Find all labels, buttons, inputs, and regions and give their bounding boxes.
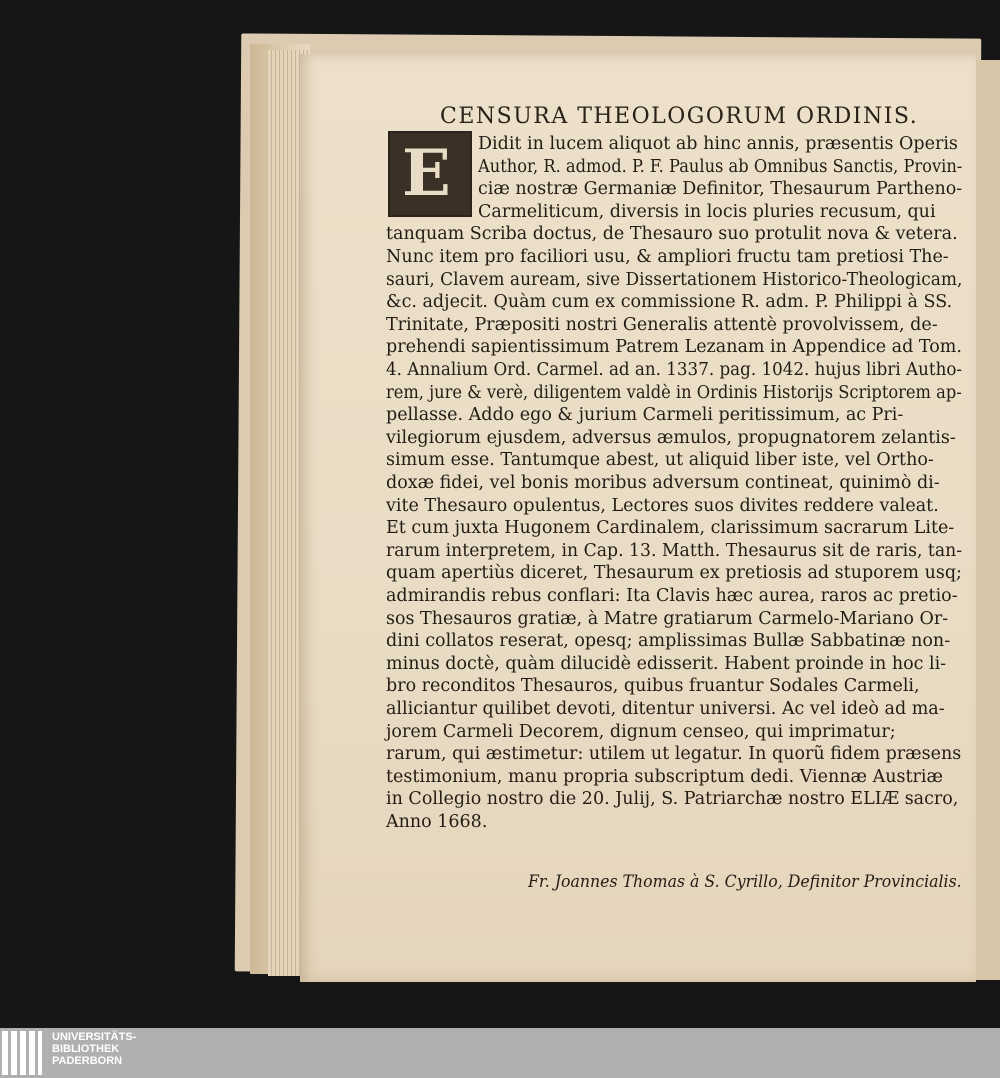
text-line: Anno 1668. <box>386 812 488 832</box>
text-line: sos Thesauros gratiæ, à Matre gratiarum Carmelo-Mariano Or- <box>386 608 949 629</box>
text-line: vilegiorum ejusdem, adversus æmulos, propugnatorem zelantis- <box>386 427 956 448</box>
text-line: rem, jure & verè, diligentem valdè in Ordinis Historijs Scriptorem ap- <box>386 382 962 403</box>
library-logo-text <box>52 1031 136 1067</box>
text-line: Carmeliticum, diversis in locis pluries recusum, qui <box>478 201 936 222</box>
text-line: Author, R. admod. P. F. Paulus ab Omnibus Sanctis, Provin- <box>478 156 963 177</box>
logo-line: BIBLIOTHEK <box>52 1043 120 1055</box>
text-line: minus doctè, quàm dilucidè edisserit. Habent proinde in hoc li- <box>386 653 947 674</box>
text-line: &c. adjecit. Quàm cum ex commissione R. adm. P. Philippi à SS. <box>386 292 953 313</box>
text-line: quam apertiùs diceret, Thesaurum ex pretiosis ad stuporem usq; <box>386 563 962 584</box>
text-line: in Collegio nostro die 20. Julij, S. Patriarchæ nostro ELIÆ sacro, <box>386 789 959 810</box>
library-logo-icon <box>2 1031 46 1075</box>
text-line: vite Thesauro opulentus, Lectores suos divites reddere valeat. <box>386 495 939 516</box>
logo-line: PADERBORN <box>52 1055 123 1067</box>
text-line: testimonium, manu propria subscriptum dedi. Viennæ Austriæ <box>386 766 943 787</box>
initial-letter: E <box>402 136 451 211</box>
logo-line: UNIVERSITÄTS- <box>52 1031 137 1043</box>
text-line: rarum interpretem, in Cap. 13. Matth. Thesaurus sit de raris, tan- <box>386 540 963 561</box>
text-line: 4. Annalium Ord. Carmel. ad an. 1337. pag. 1042. hujus libri Autho- <box>386 360 963 380</box>
text-line: Didit in lucem aliquot ab hinc annis, præsentis Operis <box>478 134 958 154</box>
text-line: rarum, qui æstimetur: utilem ut legatur. In quorũ fidem præsens <box>386 744 962 765</box>
text-line: dini collatos reserat, opesq; amplissimas Bullæ Sabbatinæ non- <box>386 631 951 652</box>
text-line: Et cum juxta Hugonem Cardinalem, clarissimum sacrarum Lite- <box>386 518 955 539</box>
footer-bar <box>0 1028 1000 1078</box>
text-line: Trinitate, Præpositi nostri Generalis attentè provolvissem, de- <box>386 314 938 335</box>
text-line: doxæ fidei, vel bonis moribus adversum contineat, quinimò di- <box>386 473 940 493</box>
text-line: jorem Carmeli Decorem, dignum censeo, qui imprimatur; <box>386 721 896 742</box>
text-line: Nunc item pro faciliori usu, & ampliori fructu tam pretiosi The- <box>386 247 949 267</box>
decorated-initial <box>388 131 472 217</box>
text-line: ciæ nostræ Germaniæ Definitor, Thesaurum Partheno- <box>478 179 963 200</box>
page-title: CENSURA THEOLOGORUM ORDINIS. <box>440 104 919 129</box>
text-line: tanquam Scriba doctus, de Thesauro suo protulit nova & vetera. <box>386 224 958 245</box>
text-line: admirandis rebus conflari: Ita Clavis hæc aurea, raros ac pretio- <box>386 586 958 606</box>
text-line: alliciantur quilibet devoti, ditentur universi. Ac vel ideò ad ma- <box>386 699 945 719</box>
text-line: simum esse. Tantumque abest, ut aliquid liber iste, vel Ortho- <box>386 450 934 471</box>
text-line: bro reconditos Thesauros, quibus fruantur Sodales Carmeli, <box>386 676 920 697</box>
text-line: prehendi sapientissimum Patrem Lezanam in Appendice ad Tom. <box>386 337 962 358</box>
text-line: pellasse. Addo ego & jurium Carmeli peritissimum, ac Pri- <box>386 405 904 426</box>
signature-line: Fr. Joannes Thomas à S. Cyrillo, Definitor Provincialis. <box>528 872 962 891</box>
facing-page-edge <box>974 60 1000 980</box>
text-line: sauri, Clavem auream, sive Dissertationem Historico-Theologicam, <box>386 269 963 290</box>
